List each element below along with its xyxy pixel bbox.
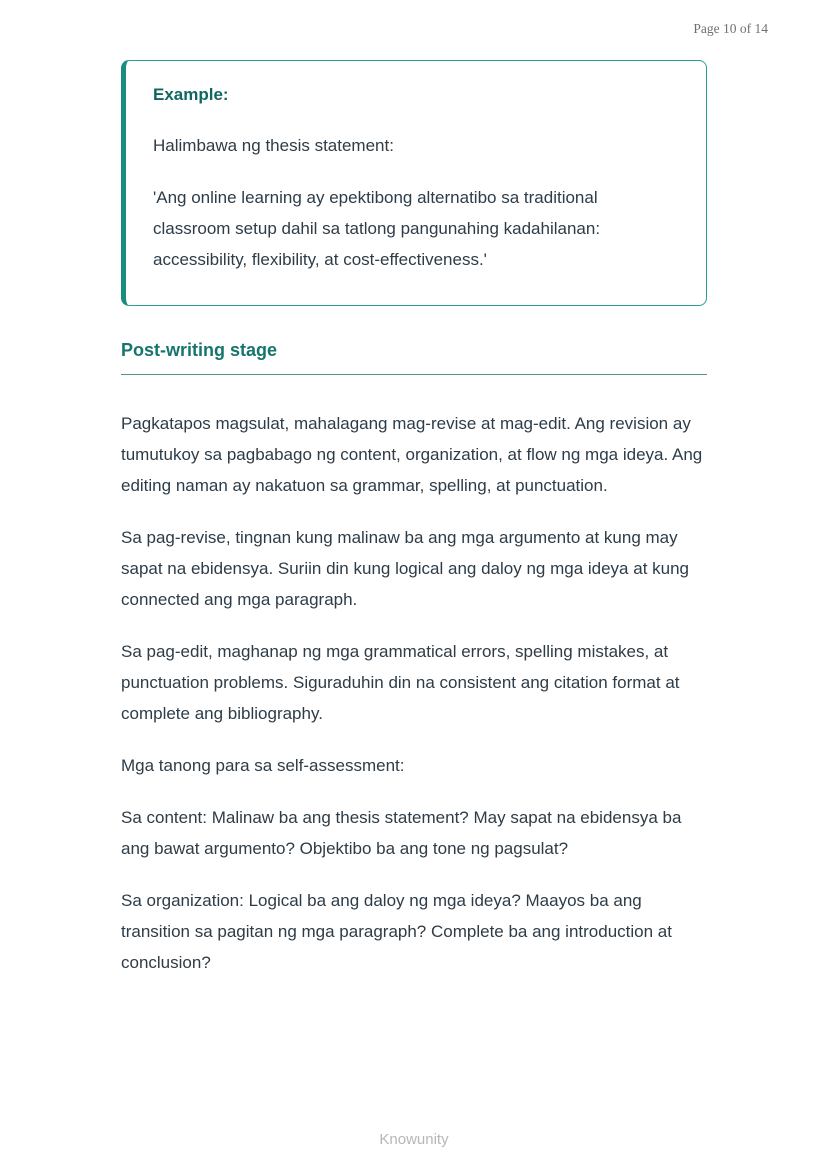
example-callout-box (121, 60, 707, 306)
paragraph: Sa pag-revise, tingnan kung malinaw ba ang mga argumento at kung may sapat na ebidensya. Suriin din kung logical ang daloy ng mga ideya at kung connected ang mga paragraph. (121, 528, 689, 609)
section-heading-post-writing-stage: Post-writing stage (121, 340, 707, 375)
example-box-title: Example: (153, 85, 229, 104)
paragraph: Pagkatapos magsulat, mahalagang mag-revise at mag-edit. Ang revision ay tumutukoy sa pagbabago ng content, organization, at flow ng mga ideya. Ang editing naman ay nakatuon sa grammar, spelling, at punctuation. (121, 414, 703, 495)
example-box-intro: Halimbawa ng thesis statement: (153, 136, 394, 155)
document-content (121, 60, 707, 999)
paragraph: Sa content: Malinaw ba ang thesis statement? May sapat na ebidensya ba ang bawat argumento? Objektibo ba ang tone ng pagsulat? (121, 808, 682, 858)
page-number: Page 10 of 14 (693, 21, 768, 36)
footer-brand: Knowunity (379, 1131, 449, 1148)
paragraph: Sa organization: Logical ba ang daloy ng mga ideya? Maayos ba ang transition sa pagitan ng mga paragraph? Complete ba ang introduction at conclusion? (121, 891, 672, 972)
paragraph: Sa pag-edit, maghanap ng mga grammatical errors, spelling mistakes, at punctuation problems. Siguraduhin din na consistent ang citation format at complete ang bibliography. (121, 642, 680, 723)
example-box-quote: 'Ang online learning ay epektibong alternatibo sa traditional classroom setup dahil sa tatlong pangunahing kadahilanan: accessibility, flexibility, at cost-effectiveness.' (153, 188, 601, 269)
paragraph: Mga tanong para sa self-assessment: (121, 756, 405, 775)
section-body (121, 408, 707, 978)
